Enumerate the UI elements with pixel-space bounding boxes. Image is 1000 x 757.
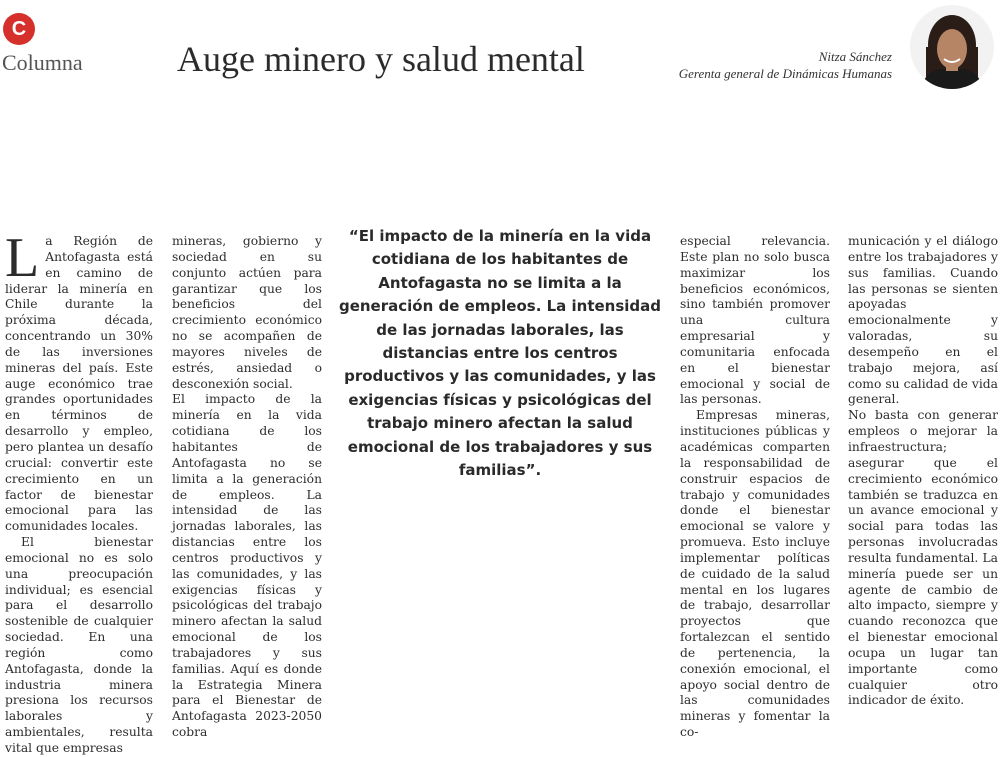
body-column-2 bbox=[172, 234, 322, 741]
paragraph: especial relevancia. Este plan no solo busca maximizar los beneficios económicos, sino también promover una cultura empresarial y comunitaria enfocada en el bienestar emocional y social de las personas. bbox=[680, 234, 830, 407]
paragraph: El bienestar emocional no es solo una preocupación individual; es esencial para el desarrollo sostenible de cualquier sociedad. En una región como Antofagasta, donde la industria minera presiona los recursos laborales y ambientales, resulta vital que empresas bbox=[5, 535, 153, 755]
paragraph: municación y el diálogo entre los trabajadores y sus familias. Cuando las personas se sienten apoyadas emocionalmente y valoradas, su desempeño en el trabajo mejora, así como su calidad de vida general. bbox=[848, 234, 998, 407]
article-title: Auge minero y salud mental bbox=[177, 39, 585, 79]
body-column-3 bbox=[680, 234, 830, 741]
paragraph: Empresas mineras, instituciones públicas y académicas comparten la responsabilidad de construir espacios de trabajo y comunidades donde el bienestar emocional se valore y promueva. Esto incluye implementar políticas de cuidado de la salud mental en los lugares de trabajo, desarrollar proyectos que fortalezcan el sentido de pertenencia, la conexión emocional, el apoyo social dentro de las comunidades mineras y fomentar la co- bbox=[680, 408, 830, 740]
paragraph: La Región de Antofagasta está en camino de liderar la minería en Chile durante la próxima década, concentrando un 30% de las inversiones mineras del país. Este auge económico trae grandes oportunidades en términos de desarrollo y empleo, pero plantea un desafío crucial: convertir este crecimiento en un factor de bienestar emocional para las comunidades locales. bbox=[5, 227, 153, 534]
paragraph: No basta con generar empleos o mejorar la infraestructura; asegurar que el crecimiento económico también se traduzca en un avance emocional y social para todas las personas involucradas resulta fundamental. La minería puede ser un agente de cambio de alto impacto, siempre y cuando reconozca que el bienestar emocional ocupa un lugar tan importante como cualquier otro indicador de éxito. bbox=[848, 408, 998, 708]
pull-quote: “El impacto de la minería en la vida cotidiana de los habitantes de Antofagasta no se limita a la generación de empleos. La intensidad de las jornadas laborales, las distancias entre los centros productivos y las comunidades, y las exigencias físicas y psicológicas del trabajo minero afectan la salud emocional de los trabajadores y sus familias”. bbox=[338, 227, 662, 480]
section-label: Columna bbox=[2, 50, 83, 75]
drop-cap: L bbox=[5, 227, 40, 289]
paragraph: El impacto de la minería en la vida cotidiana de los habitantes de Antofagasta no se limita a la generación de empleos. La intensidad de las jornadas laborales, las distancias entre los centros productivos y las comunidades, y las exigencias físicas y psicológicas del trabajo minero afectan la salud emocional de los trabajadores y sus familias. Aquí es donde la Estrategia Minera para el Bienestar de Antofagasta 2023-2050 cobra bbox=[172, 392, 322, 740]
author-photo bbox=[910, 5, 994, 89]
author-role: Gerenta general de Dinámicas Humanas bbox=[678, 66, 892, 81]
section-badge: C bbox=[3, 13, 35, 45]
author-byline bbox=[679, 48, 892, 82]
author-name: Nitza Sánchez bbox=[818, 49, 892, 64]
body-column-1 bbox=[5, 227, 153, 757]
paragraph: mineras, gobierno y sociedad en su conjunto actúen para garantizar que los beneficios del crecimiento económico no se acompañen de mayores niveles de estrés, ansiedad o desconexión social. bbox=[172, 234, 322, 391]
body-column-4 bbox=[848, 234, 998, 709]
